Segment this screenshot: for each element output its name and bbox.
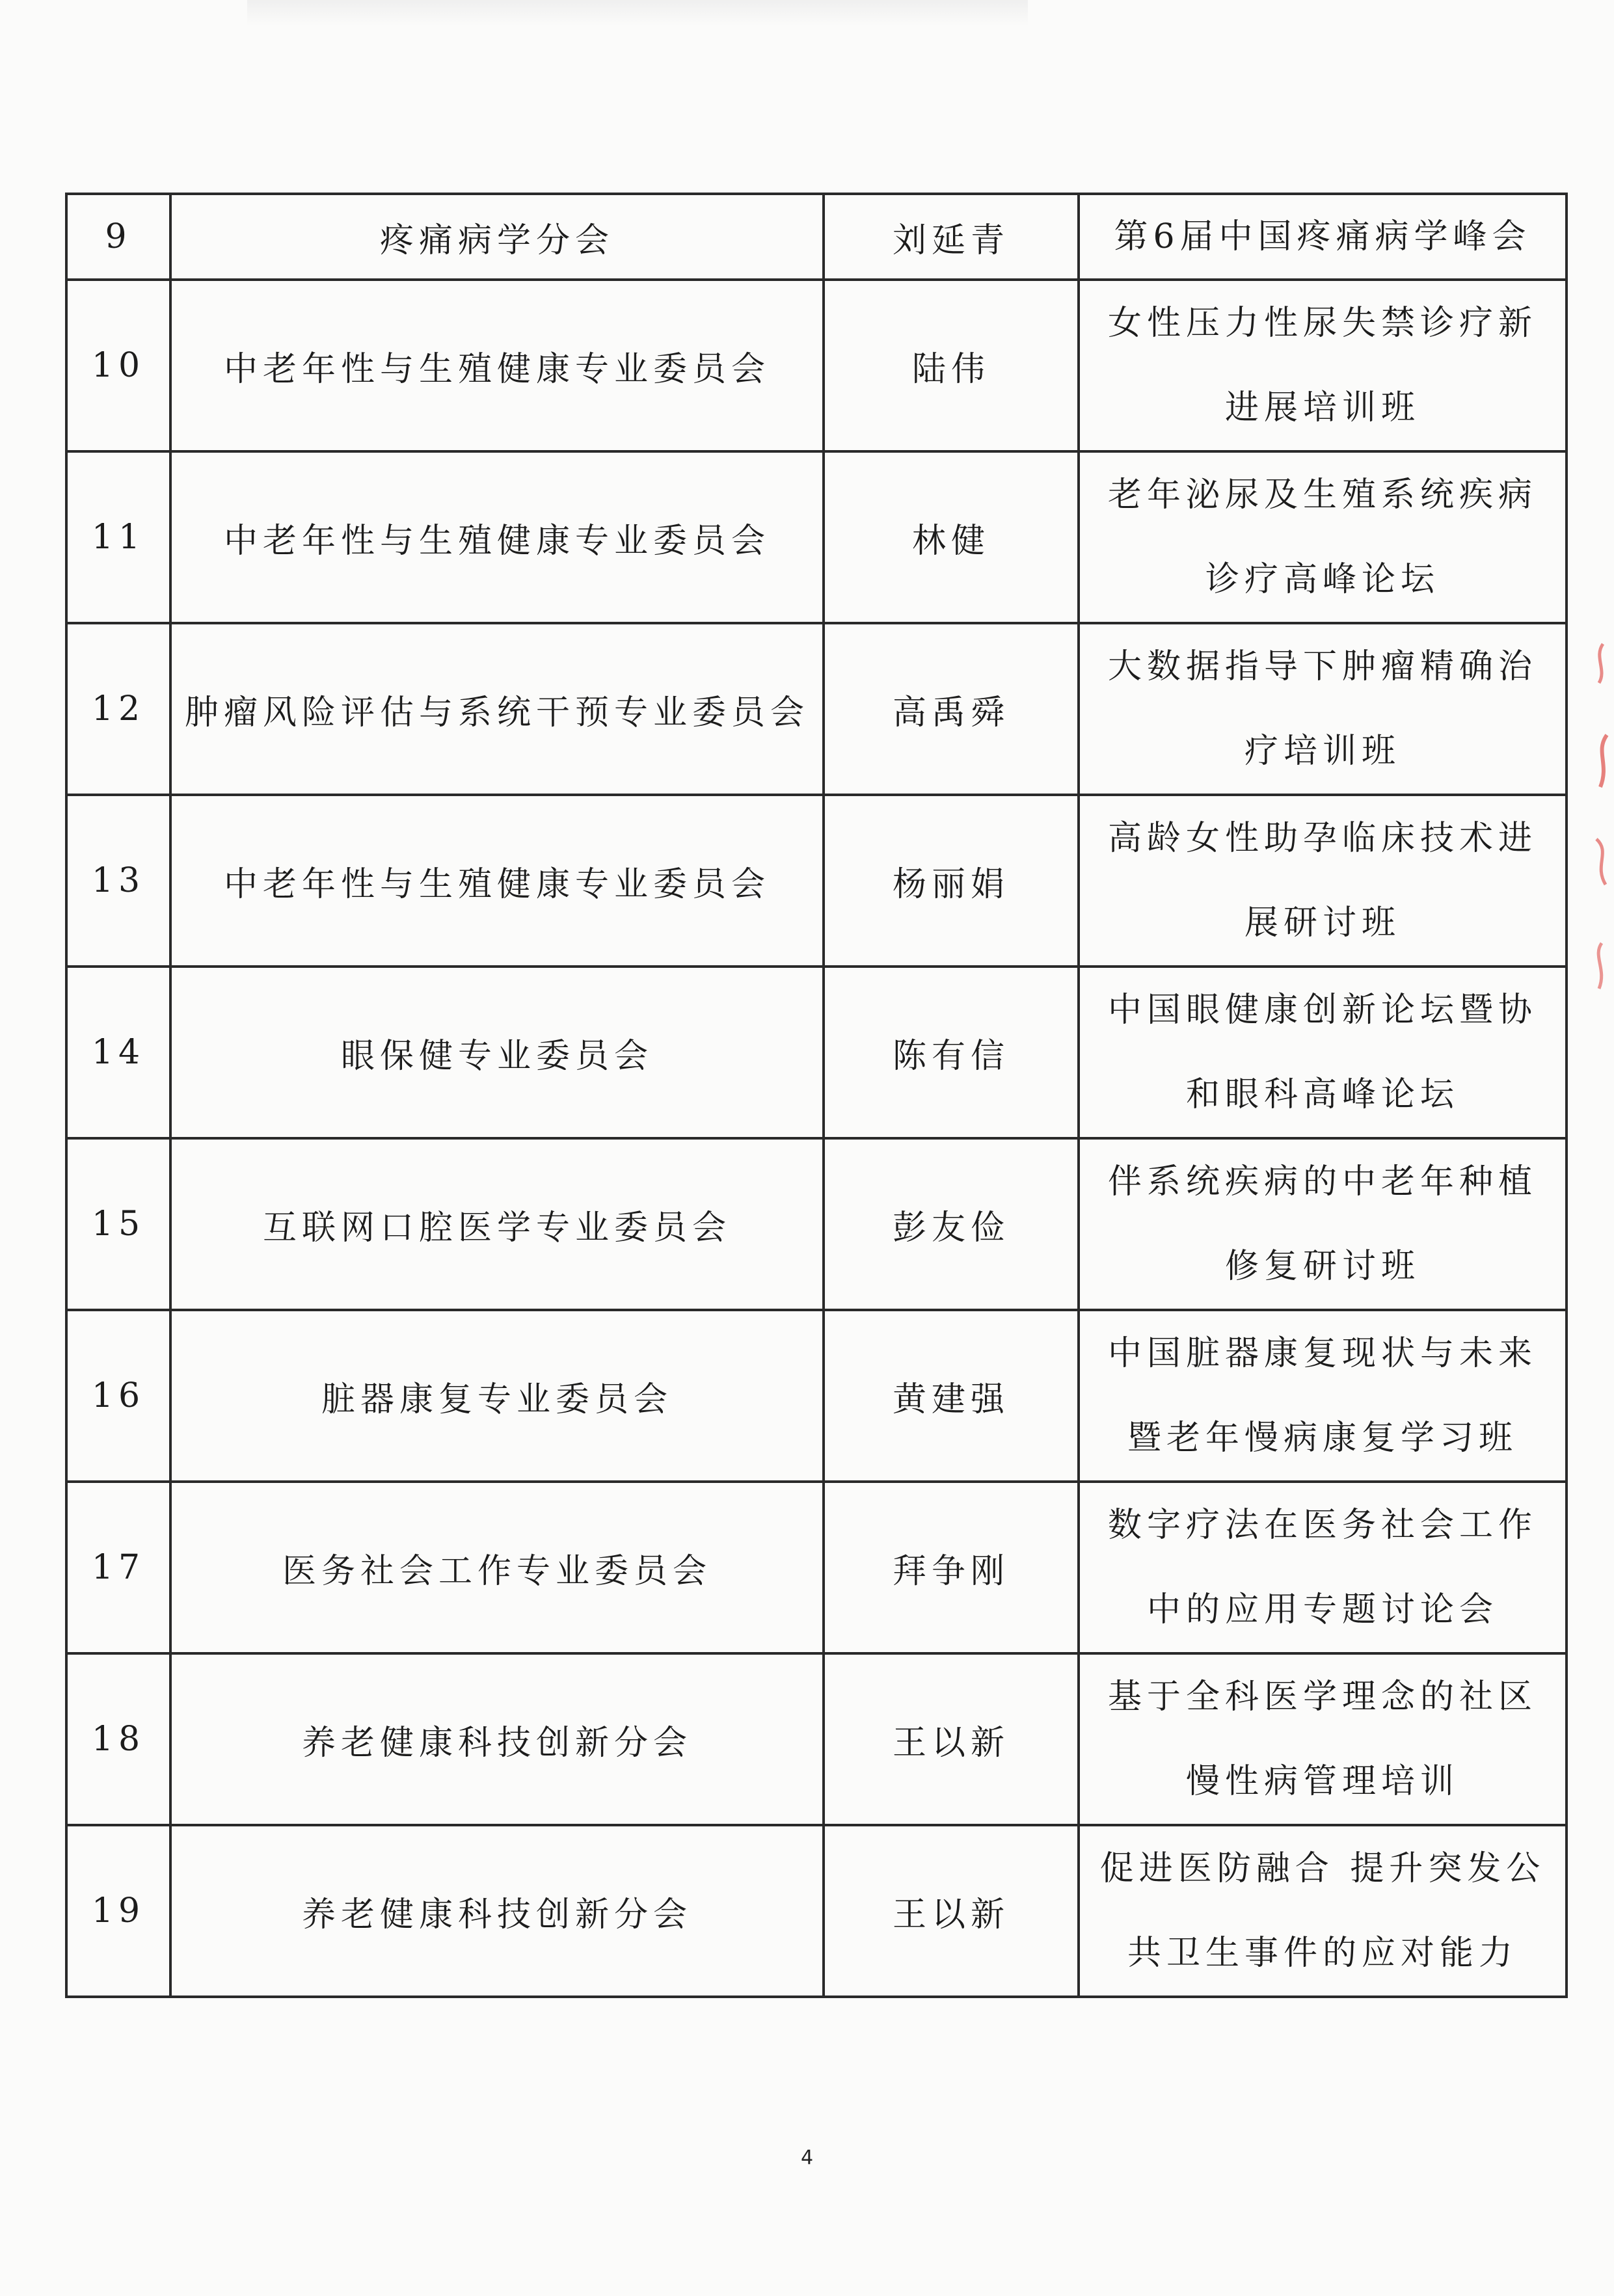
person-cell: 黄建强: [824, 1310, 1079, 1482]
person-cell: 刘延青: [824, 194, 1079, 280]
topic-cell: 中国眼健康创新论坛暨协和眼科高峰论坛: [1079, 967, 1567, 1138]
row-number: 14: [66, 967, 170, 1138]
row-number: 17: [66, 1482, 170, 1653]
row-number: 16: [66, 1310, 170, 1482]
row-number: 13: [66, 795, 170, 967]
organization-cell: 医务社会工作专业委员会: [170, 1482, 824, 1653]
red-seal-edge: [1587, 637, 1613, 1002]
topic-cell: 促进医防融合 提升突发公共卫生事件的应对能力: [1079, 1825, 1567, 1997]
organization-cell: 养老健康科技创新分会: [170, 1653, 824, 1825]
organization-cell: 中老年性与生殖健康专业委员会: [170, 280, 824, 451]
table-row: [66, 451, 1567, 623]
organization-cell: 中老年性与生殖健康专业委员会: [170, 451, 824, 623]
row-number: 9: [66, 194, 170, 280]
table-row: [66, 1825, 1567, 1997]
person-cell: 林健: [824, 451, 1079, 623]
table-row: [66, 1310, 1567, 1482]
table-row: [66, 623, 1567, 795]
row-number: 15: [66, 1138, 170, 1310]
organization-cell: 眼保健专业委员会: [170, 967, 824, 1138]
activity-table: [65, 193, 1568, 1998]
table-row: [66, 795, 1567, 967]
person-cell: 彭友俭: [824, 1138, 1079, 1310]
organization-cell: 疼痛病学分会: [170, 194, 824, 280]
table-row: [66, 1653, 1567, 1825]
person-cell: 王以新: [824, 1825, 1079, 1997]
table-row: [66, 967, 1567, 1138]
person-cell: 拜争刚: [824, 1482, 1079, 1653]
row-number: 10: [66, 280, 170, 451]
topic-cell: 老年泌尿及生殖系统疾病诊疗高峰论坛: [1079, 451, 1567, 623]
scan-bleed: [247, 0, 1028, 26]
person-cell: 高禹舜: [824, 623, 1079, 795]
row-number: 19: [66, 1825, 170, 1997]
activity-table-body: [66, 194, 1567, 1997]
person-cell: 陈有信: [824, 967, 1079, 1138]
page-number: 4: [800, 2146, 814, 2169]
table-row: [66, 1138, 1567, 1310]
row-number: 12: [66, 623, 170, 795]
organization-cell: 脏器康复专业委员会: [170, 1310, 824, 1482]
topic-cell: 伴系统疾病的中老年种植修复研讨班: [1079, 1138, 1567, 1310]
organization-cell: 中老年性与生殖健康专业委员会: [170, 795, 824, 967]
table-row: [66, 280, 1567, 451]
organization-cell: 肿瘤风险评估与系统干预专业委员会: [170, 623, 824, 795]
topic-cell: 基于全科医学理念的社区慢性病管理培训: [1079, 1653, 1567, 1825]
row-number: 11: [66, 451, 170, 623]
organization-cell: 互联网口腔医学专业委员会: [170, 1138, 824, 1310]
table-row: [66, 194, 1567, 280]
topic-cell: 高龄女性助孕临床技术进展研讨班: [1079, 795, 1567, 967]
person-cell: 王以新: [824, 1653, 1079, 1825]
person-cell: 陆伟: [824, 280, 1079, 451]
topic-cell: 第6届中国疼痛病学峰会: [1079, 194, 1567, 280]
topic-cell: 女性压力性尿失禁诊疗新进展培训班: [1079, 280, 1567, 451]
topic-cell: 中国脏器康复现状与未来暨老年慢病康复学习班: [1079, 1310, 1567, 1482]
person-cell: 杨丽娟: [824, 795, 1079, 967]
organization-cell: 养老健康科技创新分会: [170, 1825, 824, 1997]
topic-cell: 大数据指导下肿瘤精确治疗培训班: [1079, 623, 1567, 795]
topic-cell: 数字疗法在医务社会工作中的应用专题讨论会: [1079, 1482, 1567, 1653]
row-number: 18: [66, 1653, 170, 1825]
table-row: [66, 1482, 1567, 1653]
